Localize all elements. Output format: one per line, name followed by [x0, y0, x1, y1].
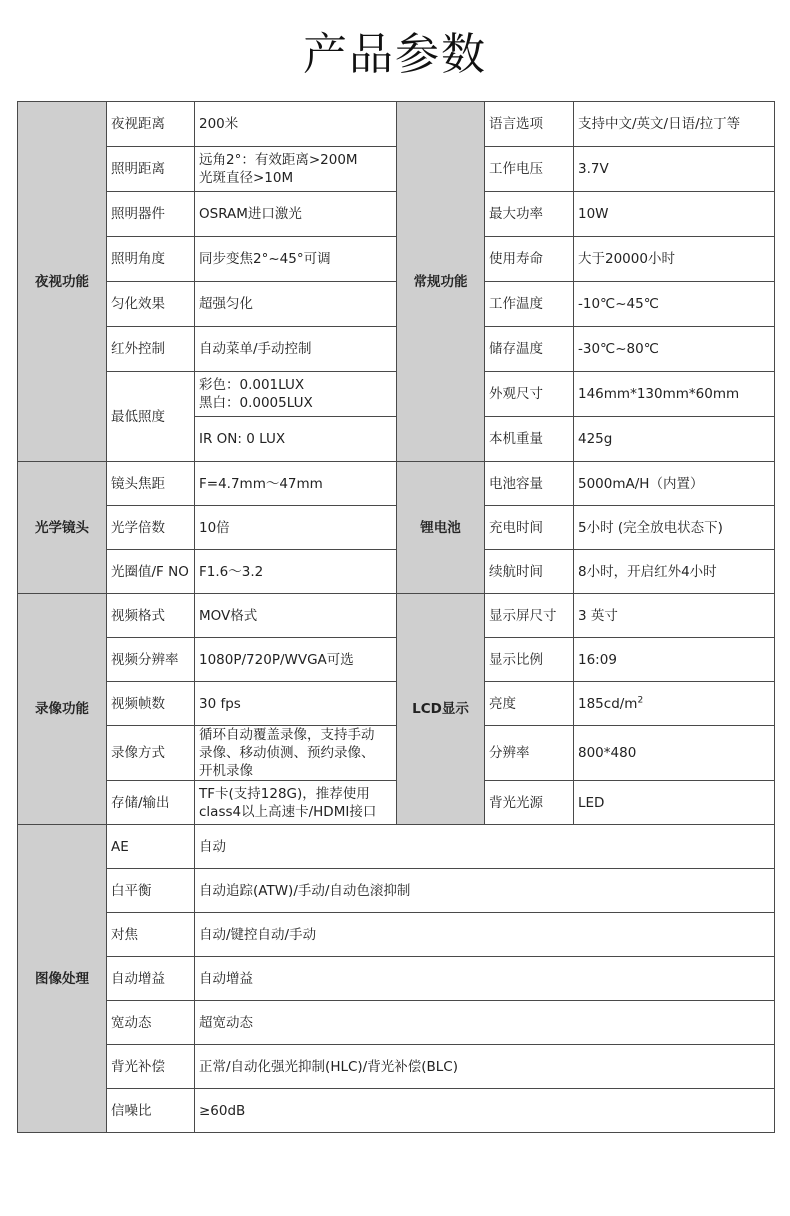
spec-value: 1080P/720P/WVGA可选 — [195, 638, 397, 682]
spec-label: 照明角度 — [107, 237, 195, 282]
spec-value-line: 远角2°：有效距离>200M — [199, 152, 358, 168]
spec-label: 本机重量 — [485, 417, 574, 462]
spec-label: 使用寿命 — [485, 237, 574, 282]
spec-value: F=4.7mm～47mm — [195, 462, 397, 506]
spec-label: 宽动态 — [107, 1001, 195, 1045]
category-image-processing: 图像处理 — [18, 825, 107, 1133]
spec-label: 最大功率 — [485, 192, 574, 237]
spec-value: 正常/自动化强光抑制(HLC)/背光补偿(BLC) — [195, 1045, 775, 1089]
spec-value: 5000mA/H（内置） — [574, 462, 775, 506]
spec-value-line: 黑白：0.0005LUX — [199, 395, 313, 411]
spec-value-line: 光斑直径>10M — [199, 170, 294, 186]
spec-value: 800*480 — [574, 726, 775, 781]
spec-label: 照明器件 — [107, 192, 195, 237]
spec-label: 电池容量 — [485, 462, 574, 506]
spec-value-line: 彩色：0.001LUX — [199, 377, 305, 393]
spec-label: 匀化效果 — [107, 282, 195, 327]
spec-value: 自动增益 — [195, 957, 775, 1001]
spec-value-text: 185cd/m — [578, 695, 638, 712]
spec-label: 自动增益 — [107, 957, 195, 1001]
spec-label: 显示比例 — [485, 638, 574, 682]
spec-value: OSRAM进口激光 — [195, 192, 397, 237]
spec-value: 200米 — [195, 102, 397, 147]
spec-label: 背光光源 — [485, 781, 574, 825]
spec-value: 自动追踪(ATW)/手动/自动色滚抑制 — [195, 869, 775, 913]
category-recording: 录像功能 — [18, 594, 107, 825]
spec-label: 背光补偿 — [107, 1045, 195, 1089]
spec-value: 30 fps — [195, 682, 397, 726]
spec-value-line: class4以上高速卡/HDMI接口 — [199, 803, 377, 820]
spec-value: 3.7V — [574, 147, 775, 192]
spec-label: 光学倍数 — [107, 506, 195, 550]
spec-label: 充电时间 — [485, 506, 574, 550]
spec-value: IR ON: 0 LUX — [195, 417, 397, 462]
category-battery: 锂电池 — [397, 462, 485, 594]
spec-value: 16:09 — [574, 638, 775, 682]
spec-label: 光圈值/F NO — [107, 550, 195, 594]
spec-value — [195, 726, 397, 781]
spec-value: 10倍 — [195, 506, 397, 550]
spec-label: 存储/输出 — [107, 781, 195, 825]
spec-label: 夜视距离 — [107, 102, 195, 147]
category-optics: 光学镜头 — [18, 462, 107, 594]
spec-value: 自动 — [195, 825, 775, 869]
spec-value: 大于20000小时 — [574, 237, 775, 282]
spec-value-line: 开机录像 — [199, 763, 253, 779]
spec-label: 储存温度 — [485, 327, 574, 372]
spec-label: 对焦 — [107, 913, 195, 957]
spec-value: F1.6～3.2 — [195, 550, 397, 594]
spec-label: 显示屏尺寸 — [485, 594, 574, 638]
spec-value: 自动/键控自动/手动 — [195, 913, 775, 957]
spec-value: ≥60dB — [195, 1089, 775, 1133]
category-night-vision: 夜视功能 — [18, 102, 107, 462]
spec-label: 语言选项 — [485, 102, 574, 147]
spec-label: 信噪比 — [107, 1089, 195, 1133]
spec-label: 工作温度 — [485, 282, 574, 327]
spec-label: 外观尺寸 — [485, 372, 574, 417]
spec-value: 3 英寸 — [574, 594, 775, 638]
spec-value-sup: 2 — [637, 695, 644, 705]
spec-value-line: 循环自动覆盖录像，支持手动 — [199, 727, 375, 743]
spec-label: 白平衡 — [107, 869, 195, 913]
spec-value — [195, 147, 397, 192]
spec-label: 录像方式 — [107, 726, 195, 781]
spec-value-line: 录像、移动侦测、预约录像、 — [199, 745, 375, 761]
spec-value: 8小时，开启红外4小时 — [574, 550, 775, 594]
spec-label: 照明距离 — [107, 147, 195, 192]
spec-label: 视频格式 — [107, 594, 195, 638]
spec-value — [195, 781, 397, 825]
spec-label: 亮度 — [485, 682, 574, 726]
spec-value: 自动菜单/手动控制 — [195, 327, 397, 372]
spec-label: 镜头焦距 — [107, 462, 195, 506]
category-general: 常规功能 — [397, 102, 485, 462]
spec-value: 425g — [574, 417, 775, 462]
spec-value: MOV格式 — [195, 594, 397, 638]
spec-value: 5小时 (完全放电状态下) — [574, 506, 775, 550]
spec-value-line: TF卡(支持128G)，推荐使用 — [199, 785, 370, 802]
spec-label: 视频分辨率 — [107, 638, 195, 682]
spec-value — [574, 682, 775, 726]
category-lcd: LCD显示 — [397, 594, 485, 825]
spec-value: -30℃~80℃ — [574, 327, 775, 372]
spec-value: 146mm*130mm*60mm — [574, 372, 775, 417]
spec-value — [195, 372, 397, 417]
spec-value: 10W — [574, 192, 775, 237]
spec-value: LED — [574, 781, 775, 825]
spec-value: 超宽动态 — [195, 1001, 775, 1045]
spec-value: 支持中文/英文/日语/拉丁等 — [574, 102, 775, 147]
page-title: 产品参数 — [303, 29, 487, 80]
spec-table — [17, 101, 775, 1133]
spec-label: 红外控制 — [107, 327, 195, 372]
spec-value: 同步变焦2°~45°可调 — [195, 237, 397, 282]
spec-label: 工作电压 — [485, 147, 574, 192]
spec-value: -10℃~45℃ — [574, 282, 775, 327]
spec-label: AE — [107, 825, 195, 869]
spec-value: 超强匀化 — [195, 282, 397, 327]
spec-label: 分辨率 — [485, 726, 574, 781]
spec-label: 最低照度 — [107, 372, 195, 462]
spec-label: 视频帧数 — [107, 682, 195, 726]
spec-label: 续航时间 — [485, 550, 574, 594]
